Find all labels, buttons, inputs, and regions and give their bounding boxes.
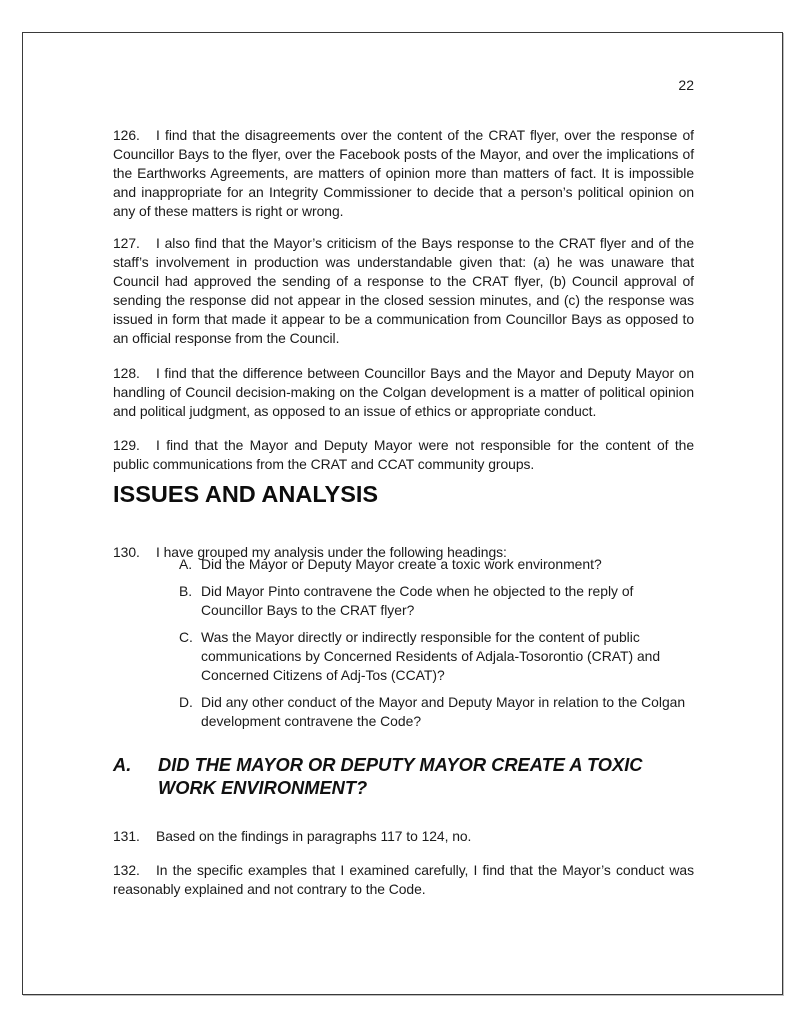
subsection-heading: [113, 753, 694, 799]
paragraph-number: 126.: [113, 126, 140, 143]
paragraph-text: Based on the findings in paragraphs 117 to 124, no.: [156, 827, 472, 844]
paragraph-126: [113, 126, 694, 221]
list-item-letter: A.: [179, 556, 193, 572]
list-item: [179, 555, 694, 574]
paragraph-number: 130.: [113, 543, 140, 560]
paragraph-number: 128.: [113, 364, 140, 381]
paragraph-127: [113, 234, 694, 348]
paragraph-132: [113, 861, 694, 899]
list-item-text: Did Mayor Pinto contravene the Code when he objected to the reply of Councillor Bays to the CRAT flyer?: [201, 583, 634, 618]
list-item: [179, 693, 694, 731]
paragraph-text: I find that the disagreements over the content of the CRAT flyer, over the response of Councillor Bays to the flyer, over the Facebook posts of the Mayor, and over the implications of the Earthworks Agreements, are matters of opinion more than matters of fact. It is impossible and inappropriate for an Integrity Commissioner to decide that a person’s political opinion on any of these matters is right or wrong.: [113, 126, 694, 219]
paragraph-text: I find that the difference between Councillor Bays and the Mayor and Deputy Mayor on handling of Council decision-making on the Colgan development is a matter of political opinion and political judgment, as opposed to an issue of ethics or appropriate conduct.: [113, 364, 694, 419]
paragraph-number: 132.: [113, 861, 140, 878]
issues-list: [179, 555, 694, 739]
paragraph-number: 131.: [113, 827, 140, 844]
subsection-title: DID THE MAYOR OR DEPUTY MAYOR CREATE A TOXIC WORK ENVIRONMENT?: [158, 754, 643, 798]
paragraph-129: [113, 436, 694, 474]
list-item-text: Did any other conduct of the Mayor and Deputy Mayor in relation to the Colgan development contravene the Code?: [201, 694, 686, 729]
paragraph-text: I find that the Mayor and Deputy Mayor were not responsible for the content of the public communications from the CRAT and CCAT community groups.: [113, 436, 694, 472]
section-heading: ISSUES AND ANALYSIS: [113, 481, 379, 507]
paragraph-text: In the specific examples that I examined carefully, I find that the Mayor’s conduct was reasonably explained and not contrary to the Code.: [113, 861, 694, 897]
paragraph-number: 127.: [113, 234, 140, 251]
subsection-letter: A.: [113, 754, 132, 775]
list-item: [179, 582, 694, 620]
page-number: 22: [678, 77, 694, 93]
paragraph-text: I have grouped my analysis under the following headings:: [156, 543, 507, 560]
list-item-letter: B.: [179, 583, 193, 599]
paragraph-text: I also find that the Mayor’s criticism of the Bays response to the CRAT flyer and of the staff’s involvement in production was understandable given that: (a) he was unaware that Council had approved the sending of a response to the CRAT flyer, (b) Council approval of sending the response did not appear in the closed session minutes, and (c) the response was issued in form that made it appear to be a communication from Councillor Bays as opposed to an official response from the Council.: [113, 234, 694, 346]
document-page: [22, 32, 783, 995]
paragraph-131: [113, 827, 694, 846]
list-item-letter: C.: [179, 629, 193, 645]
list-item: [179, 628, 694, 685]
paragraph-128: [113, 364, 694, 421]
paragraph-number: 129.: [113, 436, 140, 453]
list-item-text: Did the Mayor or Deputy Mayor create a toxic work environment?: [201, 556, 602, 572]
list-item-text: Was the Mayor directly or indirectly responsible for the content of public communications by Concerned Residents of Adjala-Tosorontio (CRAT) and Concerned Citizens of Adj-Tos (CCAT)?: [201, 629, 661, 683]
list-item-letter: D.: [179, 694, 193, 710]
